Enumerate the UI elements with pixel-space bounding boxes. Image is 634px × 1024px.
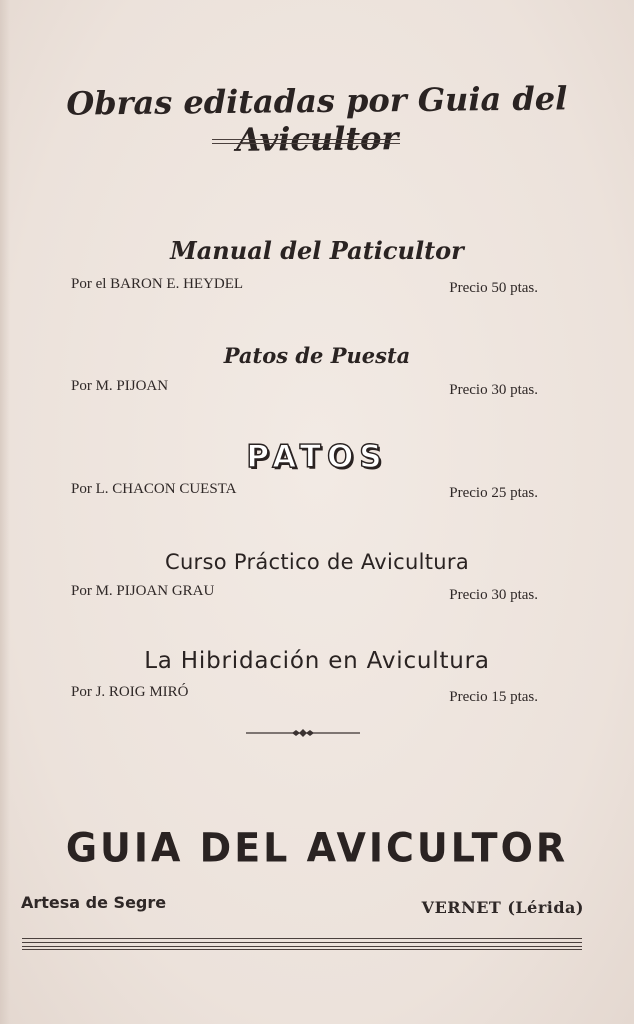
diamond-ornament-icon: [246, 726, 360, 740]
book-author: Por L. CHACON CUESTA: [71, 481, 237, 497]
header-title: Obras editadas por Guia del Avicultor: [66, 79, 568, 159]
book-title: Manual del Paticultor: [170, 236, 464, 265]
book-price: Precio 15 ptas.: [449, 689, 538, 705]
book-price: Precio 30 ptas.: [449, 382, 538, 398]
book-title: PATOS: [246, 439, 388, 475]
book-author: Por M. PIJOAN: [71, 378, 169, 394]
book-author: Por M. PIJOAN GRAU: [71, 583, 215, 599]
book-title: Curso Práctico de Avicultura: [164, 550, 469, 574]
header-rule: [212, 139, 400, 144]
book-title: Patos de Puesta: [223, 343, 411, 368]
book-author: Por el BARON E. HEYDEL: [71, 276, 244, 292]
publisher-location-left: Artesa de Segre: [21, 893, 167, 912]
publisher-name: GUIA DEL AVICULTOR: [65, 824, 569, 872]
book-price: Precio 25 ptas.: [449, 485, 538, 501]
publisher-location-right: VERNET (Lérida): [421, 898, 584, 917]
book-price: Precio 30 ptas.: [449, 587, 538, 603]
book-author: Por J. ROIG MIRÓ: [71, 684, 189, 700]
book-title: La Hibridación en Avicultura: [144, 648, 490, 674]
book-price: Precio 50 ptas.: [449, 280, 538, 296]
footer-rule: [22, 938, 582, 950]
